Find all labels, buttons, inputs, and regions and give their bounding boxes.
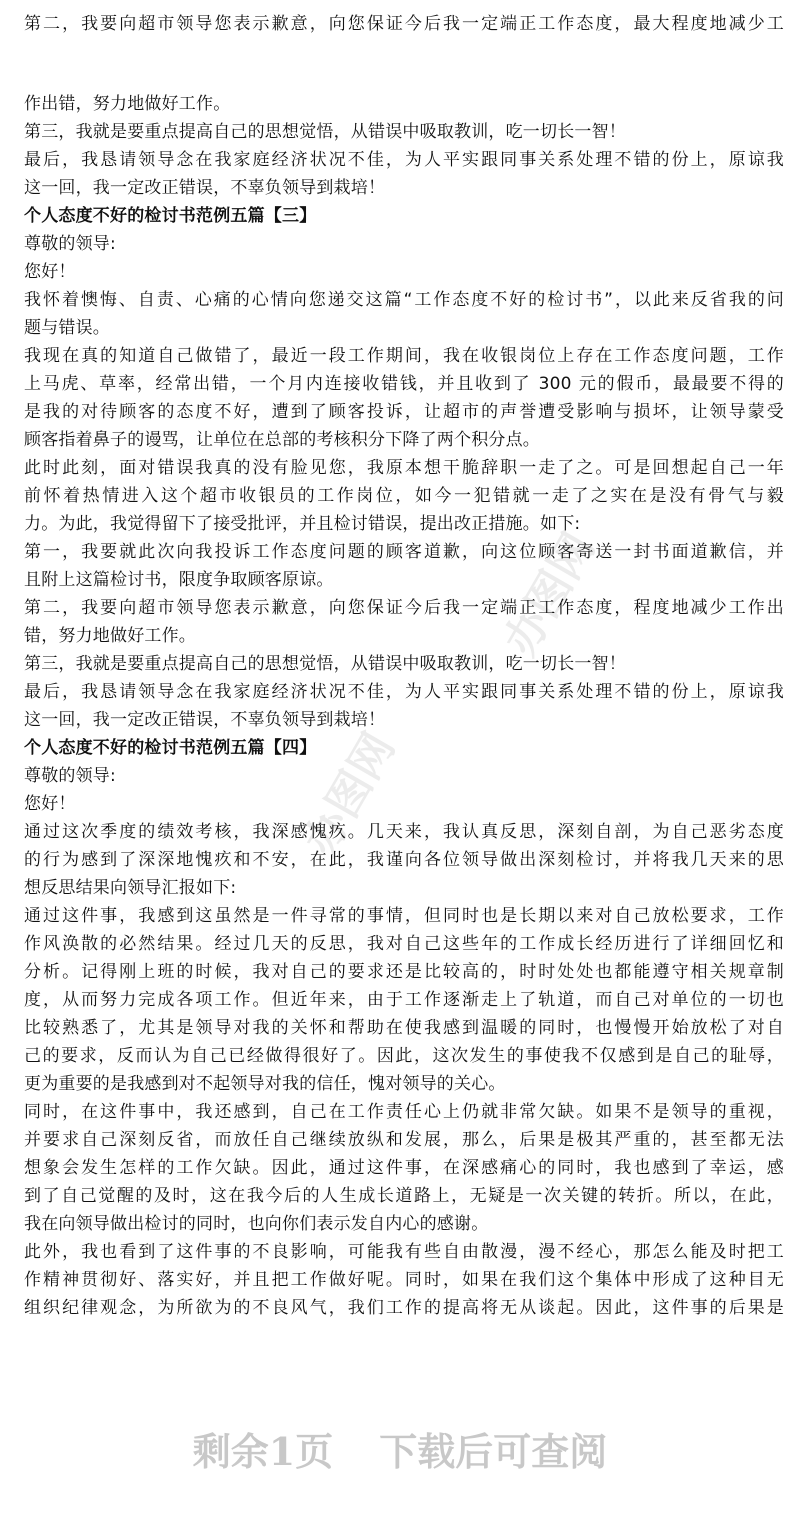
text-line: 此外，我也看到了这件事的不良影响，可能我有些自由散漫，漫不经心，那怎么能及时把工 [24, 1242, 784, 1262]
text-line: 是我的对待顾客的态度不好，遭到了顾客投诉，让超市的声誉遭受影响与损坏，让领导蒙受 [24, 402, 784, 422]
section-heading-3: 个人态度不好的检讨书范例五篇【三】 [24, 206, 317, 226]
text-line: 这一回，我一定改正错误，不辜负领导到栽培！ [24, 710, 386, 730]
text-line: 比较熟悉了，尤其是领导对我的关怀和帮助在使我感到温暖的同时，也慢慢开始放松了对自 [24, 1018, 784, 1038]
text-line: 己的要求，反而认为自己已经做得很好了。因此，这次发生的事使我不仅感到是自己的耻辱， [24, 1046, 784, 1066]
text-line: 作出错，努力地做好工作。 [24, 94, 231, 114]
text-line: 分析。记得刚上班的时候，我对自己的要求还是比较高的，时时处处也都能遵守相关规章制 [24, 962, 784, 982]
text-line: 我现在真的知道自己做错了，最近一段工作期间，我在收银岗位上存在工作态度问题，工作 [24, 346, 784, 366]
watermark: 办图网 [494, 524, 605, 665]
text-line: 我在向领导做出检讨的同时，也向你们表示发自内心的感谢。 [24, 1214, 489, 1234]
text-line: 更为重要的是我感到对不起领导对我的信任，愧对领导的关心。 [24, 1074, 506, 1094]
text-line: 同时，在这件事中，我还感到，自己在工作责任心上仍就非常欠缺。如果不是领导的重视， [24, 1102, 784, 1122]
text-line: 的行为感到了深深地愧疚和不安，在此，我谨向各位领导做出深刻检讨，并将我几天来的思 [24, 850, 784, 870]
text-line: 度，从而努力完成各项工作。但近年来，由于工作逐渐走上了轨道，而自己对单位的一切也 [24, 990, 784, 1010]
watermark: 办图网 [294, 724, 405, 865]
text-line: 上马虎、草率，经常出错，一个月内连接收错钱，并且收到了 300 元的假币，最最要不得的 [24, 374, 784, 394]
download-to-view-label[interactable]: 下载后可查阅 [379, 1429, 608, 1474]
text-line: 这一回，我一定改正错误，不辜负领导到栽培！ [24, 178, 386, 198]
greeting: 您好！ [24, 794, 76, 814]
text-line: 力。为此，我觉得留下了接受批评，并且检讨错误，提出改正措施。如下: [24, 514, 581, 534]
text-line: 此时此刻，面对错误我真的没有脸见您，我原本想干脆辞职一走了之。可是回想起自己一年 [24, 458, 784, 478]
text-line: 组织纪律观念，为所欲为的不良风气，我们工作的提高将无从谈起。因此，这件事的后果是 [24, 1298, 784, 1318]
text-line: 作风涣散的必然结果。经过几天的反思，我对自己这些年的工作成长经历进行了详细回忆和 [24, 934, 784, 954]
salutation: 尊敬的领导: [24, 234, 116, 254]
text-line: 顾客指着鼻子的谩骂，让单位在总部的考核积分下降了两个积分点。 [24, 430, 540, 450]
text-line: 作精神贯彻好、落实好，并且把工作做好呢。同时，如果在我们这个集体中形成了这种目无 [24, 1270, 784, 1290]
text-line: 并要求自己深刻反省，而放任自己继续放纵和发展，那么，后果是极其严重的，甚至都无法 [24, 1130, 784, 1150]
text-line: 第一，我要就此次向我投诉工作态度问题的顾客道歉，向这位顾客寄送一封书面道歉信，并 [24, 542, 784, 562]
text-line: 且附上这篇检讨书，限度争取顾客原谅。 [24, 570, 334, 590]
greeting: 您好！ [24, 262, 76, 282]
text-line: 最后，我恳请领导念在我家庭经济状况不佳，为人平实跟同事关系处理不错的份上，原谅我 [24, 682, 784, 702]
remaining-pages-label: 剩余1页 [192, 1429, 334, 1474]
salutation: 尊敬的领导: [24, 766, 116, 786]
text-line: 第三，我就是要重点提高自己的思想觉悟，从错误中吸取教训，吃一切长一智！ [24, 654, 626, 674]
download-prompt[interactable] [0, 1422, 800, 1482]
section-heading-4: 个人态度不好的检讨书范例五篇【四】 [24, 738, 317, 758]
text-line: 第三，我就是要重点提高自己的思想觉悟，从错误中吸取教训，吃一切长一智！ [24, 122, 626, 142]
text-line: 第二，我要向超市领导您表示歉意，向您保证今后我一定端正工作态度，程度地减少工作出 [24, 598, 784, 618]
text-line: 前怀着热情进入这个超市收银员的工作岗位，如今一犯错就一走了之实在是没有骨气与毅 [24, 486, 784, 506]
text-line: 想反思结果向领导汇报如下: [24, 878, 237, 898]
text-line: 错，努力地做好工作。 [24, 626, 196, 646]
text-line: 想象会发生怎样的工作欠缺。因此，通过这件事，在深感痛心的同时，我也感到了幸运，感 [24, 1158, 784, 1178]
text-line: 最后，我恳请领导念在我家庭经济状况不佳，为人平实跟同事关系处理不错的份上，原谅我 [24, 150, 784, 170]
text-line: 通过这件事，我感到这虽然是一件寻常的事情，但同时也是长期以来对自己放松要求，工作 [24, 906, 784, 926]
text-line: 题与错误。 [24, 318, 110, 338]
text-line: 到了自己觉醒的及时，这在我今后的人生成长道路上，无疑是一次关键的转折。所以，在此， [24, 1186, 784, 1206]
text-line: 第二，我要向超市领导您表示歉意，向您保证今后我一定端正工作态度，最大程度地减少工 [24, 14, 784, 34]
text-line: 通过这次季度的绩效考核，我深感愧疚。几天来，我认真反思，深刻自剖，为自己恶劣态度 [24, 822, 784, 842]
text-line: 我怀着懊悔、自责、心痛的心情向您递交这篇“工作态度不好的检讨书”，以此来反省我的问 [24, 290, 784, 310]
